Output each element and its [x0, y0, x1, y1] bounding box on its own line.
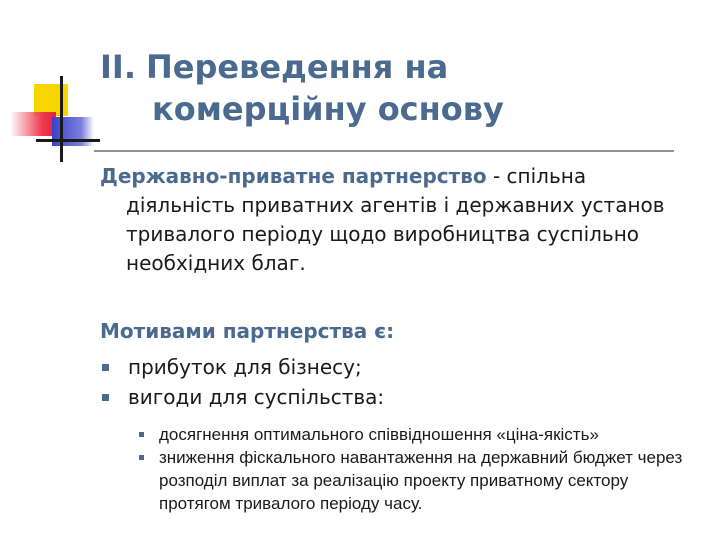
motives-list	[100, 352, 384, 412]
definition-line-2: діяльність приватних агентів і державних установ	[126, 193, 665, 217]
definition-line-1-rest: - спільна	[486, 164, 587, 188]
title-number: ІІ.	[100, 48, 136, 86]
slide-title	[100, 46, 700, 130]
square-bullet-icon	[102, 394, 109, 401]
decorative-vertical-line	[60, 76, 63, 162]
sublist-item	[134, 423, 704, 446]
sublist-item-text: зниження фіскального навантаження на державний бюджет через розподіл виплат за реалізацію проекту приватному сектору протягом тривалого періоду часу.	[159, 448, 683, 513]
motives-heading: Мотивами партнерства є:	[100, 319, 395, 343]
title-divider	[94, 150, 674, 152]
square-bullet-icon	[139, 455, 144, 460]
square-bullet-icon	[102, 364, 109, 371]
definition-line-4: необхідних благ.	[126, 251, 306, 275]
definition-paragraph	[100, 162, 700, 278]
benefits-sublist	[134, 423, 704, 515]
title-line-2: комерційну основу	[152, 90, 504, 128]
decorative-red-bar	[10, 112, 56, 136]
definition-term: Державно-приватне партнерство	[100, 164, 487, 188]
list-item-text: вигоди для суспільства:	[128, 385, 385, 409]
sublist-item	[134, 446, 704, 515]
sublist-item-text: досягнення оптимального співвідношення «ціна-якість»	[159, 425, 599, 444]
decorative-horizontal-line	[36, 139, 100, 142]
list-item	[100, 352, 384, 382]
square-bullet-icon	[139, 432, 144, 437]
list-item	[100, 382, 384, 412]
list-item-text: прибуток для бізнесу;	[128, 355, 362, 379]
title-line-1: Переведення на	[145, 48, 449, 86]
definition-line-3: тривалого періоду щодо виробництва суспільно	[126, 222, 640, 246]
